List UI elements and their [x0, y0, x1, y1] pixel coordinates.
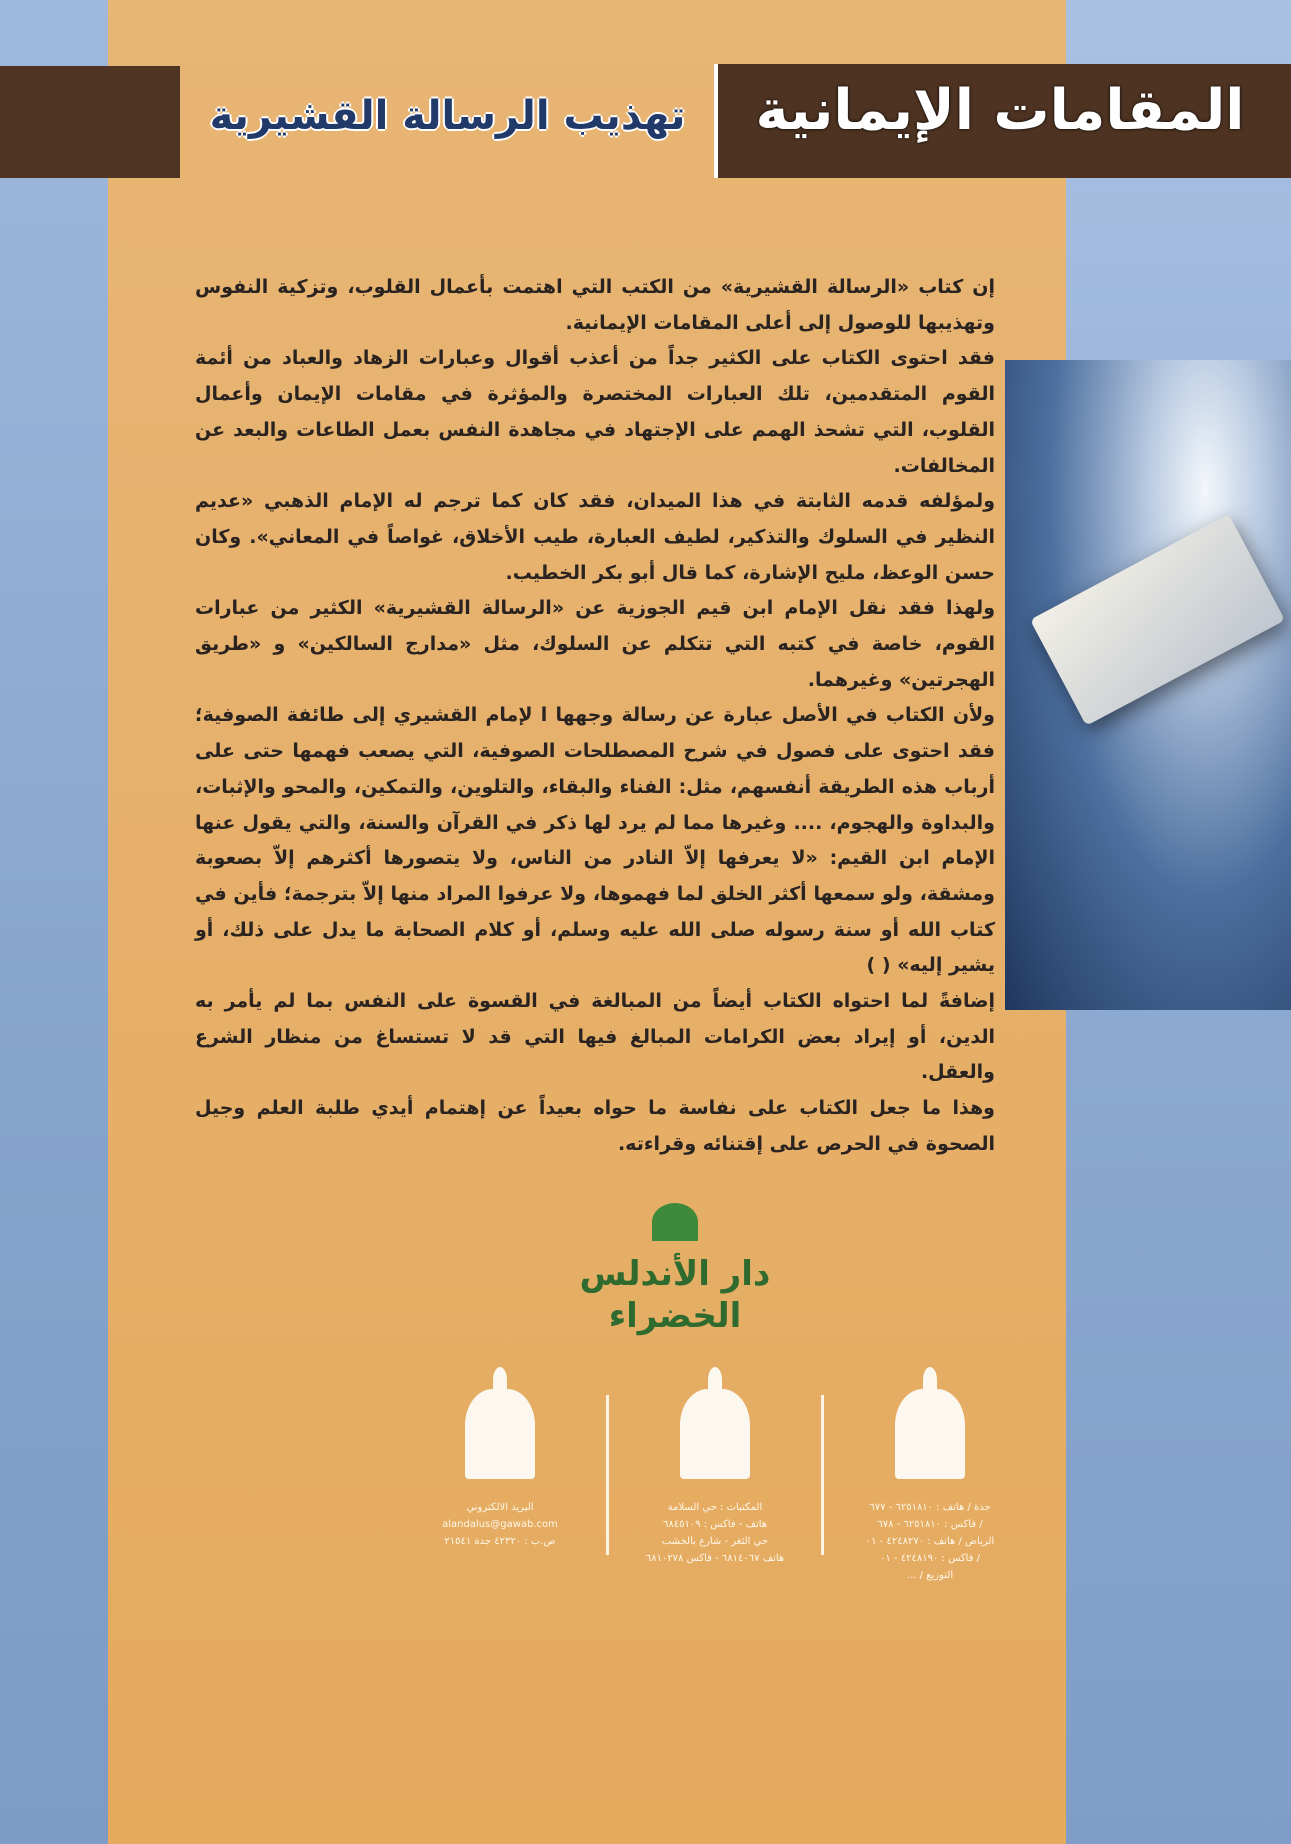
paragraph: ولأن الكتاب في الأصل عبارة عن رسالة وجهها ا لإمام القشيري إلى طائفة الصوفية؛ فقد احتوى على فصول في شرح المصطلحات الصوفية، التي يصعب فهمها حتى على أرباب هذه الطريقة أنفسهم، مثل: الفناء والبقاء، والتلوين، والتمكين، والمحو والإثبات، والبداوة والهجوم، .... وغيرها مما لم يرد لها ذكر في القرآن والسنة، والتي يقول عنها الإمام ابن القيم: «لا يعرفها إلاّ النادر من الناس، ولا يتصورها أكثرهم إلاّ بصعوبة ومشقة، ولو سمعها أكثر الخلق لما فهموها، ولا عرفوا المراد منها إلاّ بترجمة؛ فأين في كتاب الله أو سنة رسوله صلى الله عليه وسلم، أو كلام الصحابة ما يدل على ذلك، أو يشير إليه» ( ) — [195, 704, 995, 977]
branch-line: هاتف ٦٨١٤٠٦٧ - فاكس ٦٨١٠٢٧٨ — [645, 1552, 785, 1564]
branch-line: ص.ب : ٤٢٣٢٠ جدة ٢١٥٤١ — [444, 1535, 556, 1547]
paragraph: فقد احتوى الكتاب على الكثير جداً من أعذب أقوال وعبارات الزهاد والعباد من أئمة القوم المتقدمين، تلك العبارات المختصرة والمؤثرة في مقامات الإيمان وأعمال القلوب، التي تشحذ الهمم على الإجتهاد في مجاهدة النفس بعمل الطاعات والبعد عن المخالفات. — [195, 347, 995, 477]
branch-line: / فاكس : ٤٢٤٨١٩٠ - ٠١ — [880, 1552, 980, 1564]
branch-line: حي الثغر - شارع بالخشب — [661, 1535, 769, 1547]
divider — [821, 1395, 824, 1555]
email-address: alandalus@gawab.com — [442, 1518, 558, 1530]
pen-book-icon — [895, 1389, 965, 1479]
paragraph: ولمؤلفه قدمه الثابتة في هذا الميدان، فقد كان كما ترجم له الإمام الذهبي «عديم النظير في السلوك والتذكير، لطيف العبارة، طيب الأخلاق، غواصاً في المعاني». وكان حسن الوعظ، مليح الإشارة، كما قال أبو بكر الخطيب. — [195, 490, 995, 584]
paragraph: إن كتاب «الرسالة القشيرية» من الكتب التي اهتمت بأعمال القلوب، وتزكية النفوس وتهذيبها للوصول إلى أعلى المقامات الإيمانية. — [195, 276, 995, 334]
paragraph: إضافةً لما احتواه الكتاب أيضاً من المبالغة في القسوة على النفس بما لم يأمر به الدين، أو إيراد بعض الكرامات المبالغ فيها التي قد لا تستساغ من منظار الشرع والعقل. — [195, 990, 995, 1084]
paragraph: ولهذا فقد نقل الإمام ابن قيم الجوزية عن «الرسالة القشيرية» الكثير من عبارات القوم، خاصة في كتبه التي تتكلم عن السلوك، مثل «مدارج السالكين» و «طريق الهجرتين» وغيرهما. — [195, 597, 995, 691]
background-left — [0, 0, 110, 1844]
wheat-icon — [680, 1389, 750, 1479]
divider — [606, 1395, 609, 1555]
branch-line: المكتبات : حي السلامة — [667, 1501, 763, 1513]
publisher-name: دار الأندلس الخضراء — [579, 1253, 771, 1336]
branch-line: الرياض / هاتف : ٤٢٤٨٢٧٠ - ٠١ — [865, 1535, 995, 1547]
branch-bookstores — [625, 1367, 805, 1567]
branch-line: هاتف - فاكس : ٦٨٤٥١٠٩ — [662, 1518, 768, 1530]
paragraph: وهذا ما جعل الكتاب على نفاسة ما حواه بعيداً عن إهتمام أيدي طلبة العلم وجيل الصحوة في الحرص على إقتنائه وقراءته. — [195, 1097, 995, 1155]
cover-content — [195, 0, 995, 1604]
book-subtitle: تهذيب الرسالة القشيرية — [209, 93, 686, 139]
cover-footer — [195, 1203, 995, 1584]
branch-line: التوزيع / ... — [906, 1569, 954, 1581]
branch-info — [410, 1367, 1020, 1584]
email-icon — [465, 1389, 535, 1479]
publisher-logo — [525, 1203, 825, 1337]
branch-line: / فاكس : ٦٢٥١٨١٠ - ٦٧٨ — [877, 1518, 983, 1530]
title-band-left — [0, 66, 180, 178]
branch-line: جدة / هاتف : ٦٢٥١٨١٠ - ٦٧٧ — [869, 1501, 991, 1513]
branch-contact — [410, 1367, 590, 1550]
branch-line: البريد الالكتروني — [466, 1501, 534, 1513]
dome-icon — [652, 1203, 698, 1241]
book-title: المقامات الإيمانية — [755, 78, 1245, 143]
branch-offices — [840, 1367, 1020, 1584]
description-text — [195, 270, 995, 1163]
